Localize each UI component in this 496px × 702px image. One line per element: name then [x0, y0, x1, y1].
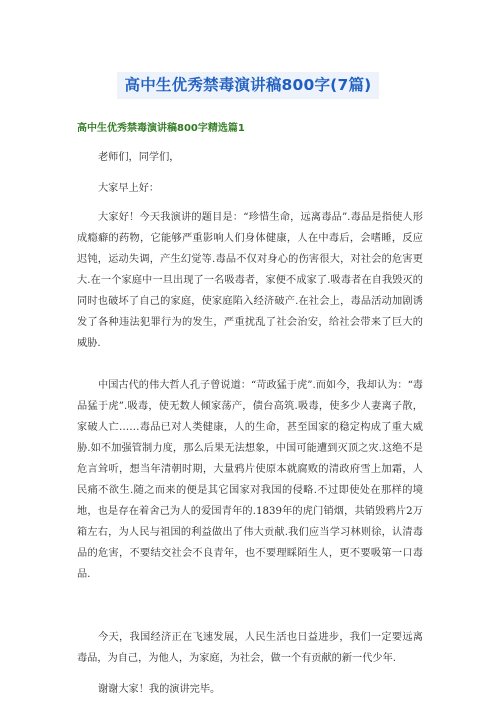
- paragraph-3-text: 今天，我国经济正在飞速发展，人民生活也日益进步，我们一定要远离毒品，为自己，为他人，为家庭，为社会，做一个有贡献的新一代少年.: [77, 632, 423, 664]
- paragraph-1: [77, 207, 423, 354]
- greeting-line: 老师们，同学们，: [98, 152, 180, 163]
- paragraph-2-text: 中国古代的伟大哲人孔子曾说道：“苛政猛于虎”.而如今，我却认为：“毒品猛于虎”.吸毒，使无数人倾家荡产，债台高筑.吸毒，使多少人妻离子散，家破人亡……毒品已对人类健康，人的生命，甚至国家的稳定构成了重大威胁.如不加强管制力度，那么后果无法想象，中国可能遭到灭顶之灾.这绝不是危言耸听，想当年清朝时期，大量鸦片使原本就腐败的清政府雪上加霜，人民痛不欲生.随之而来的便是其它国家对我国的侵略.不过即使处在那样的境地，也是存在着舍己为人的爱国青年的.1839年的虎门销烟，共销毁鸦片2万箱左右，为人民与祖国的利益做出了伟大贡献.我们应当学习林则徐，认清毒品的危害，不要结交社会不良青年，也不要理睬陌生人，更不要吸第一口毒品.: [77, 380, 423, 580]
- closing-line: 谢谢大家！我的演讲完毕。: [98, 684, 221, 695]
- document-title: 高中生优秀禁毒演讲稿800字(7篇): [117, 72, 380, 99]
- paragraph-2: [77, 375, 423, 585]
- section-heading: 高中生优秀禁毒演讲稿800字精选篇1: [77, 123, 245, 134]
- morning-line: 大家早上好：: [98, 183, 160, 194]
- paragraph-1-text: 大家好！今天我演讲的题目是：“珍惜生命，远离毒品”.毒品是指使人形成瘾癖的药物，它能够严重影响人们身体健康，人在中毒后，会嗜睡，反应迟钝，运动失调，产生幻觉等.毒品不仅对身心的伤害很大，对社会的危害更大.在一个家庭中一旦出现了一名吸毒者，家便不成家了.吸毒者在自我毁灭的同时也破坏了自己的家庭，使家庭陷入经济破产.在社会上，毒品活动加剧诱发了各种违法犯罪行为的发生，严重扰乱了社会治安，给社会带来了巨大的威胁.: [77, 212, 423, 349]
- title-container: [0, 72, 496, 99]
- paragraph-3: [77, 627, 423, 669]
